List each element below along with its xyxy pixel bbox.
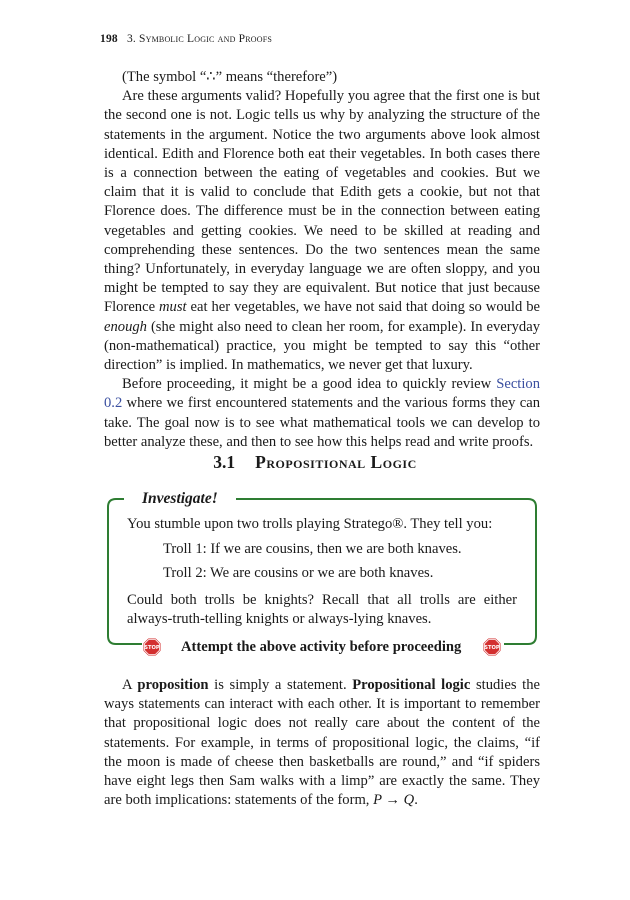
investigate-intro: You stumble upon two trolls playing Stratego®. They tell you:: [127, 516, 493, 532]
stop-sign-icon: [483, 638, 501, 656]
emphasis-enough: enough: [104, 318, 147, 335]
stop-sign-icon: [143, 638, 161, 656]
body-text: [104, 676, 540, 810]
troll-2-statement: Troll 2: We are cousins or we are both knaves.: [163, 565, 434, 581]
paragraph-validity: Are these arguments valid? Hopefully you agree that the first one is but the second one is not. Logic tells us why by analyzing the structure of the statements in the argument. Notice the two arguments above look almost identical. Edith and Florence both eat their vegetables. In both cases there is a connection between the eating of vegetables and cookies. But we claim that it is valid to conclude that Edith gets a cookie, but not that Florence does. The difference must be in the connection between eating vegetables and getting cookies. We need to be skilled at reading and comprehending these sentences. Do the two sentences mean the same thing? Unfortunately, in everyday language we are often sloppy, and you might be tempted to say they are equivalent. But notice that just because Florence must eat her vegetables, we have not said that doing so would be enough (she might also need to clean her room, for example). In everyday (non-mathematical) practice, you might be tempted to say this “other direction” is implied. In mathematics, we never get that luxury.: [104, 88, 540, 374]
svg-text:STOP: STOP: [484, 645, 500, 652]
term-proposition: proposition: [137, 677, 209, 693]
therefore-note: (The symbol “∴” means “therefore”): [122, 69, 338, 85]
stop-row: [143, 638, 501, 660]
page-number: 198: [100, 33, 118, 45]
chapter-title: 3. Symbolic Logic and Proofs: [126, 33, 273, 45]
troll-1-statement: Troll 1: If we are cousins, then we are both knaves.: [163, 541, 462, 557]
emphasis-must: must: [159, 299, 187, 316]
running-header: [100, 33, 272, 45]
section-heading: [0, 452, 630, 473]
section-number: 3.1: [213, 452, 236, 472]
section-title: Propositional Logic: [255, 452, 417, 472]
paragraph-proposition: A proposition is simply a statement. Propositional logic studies the ways statements can interact with each other. It is important to remember that propositional logic does not really care about the content of the statements. For example, in terms of propositional logic, the claims, “if the moon is made of cheese then basketballs are round,” and “if spiders have eight legs then Sam walks with a limp” are exactly the same. They are both implications: statements of the form, P → Q.: [104, 677, 540, 809]
paragraph-review: Before proceeding, it might be a good idea to quickly review Section 0.2 where we first encountered statements and the various forms they can take. The goal now is to see what mathematical tools we can develop to better analyze these, and then to see how this helps read and write proofs.: [104, 376, 540, 450]
svg-text:STOP: STOP: [144, 645, 160, 652]
investigate-question: Could both trolls be knights? Recall that all trolls are either always-truth-telling knights or always-lying knaves.: [127, 592, 517, 628]
section-link[interactable]: Section 0.2: [104, 376, 540, 412]
implication-formula: P → Q: [373, 792, 415, 809]
intro-text: [104, 68, 540, 452]
stop-instruction: Attempt the above activity before proceeding: [181, 639, 462, 655]
term-propositional-logic: Propositional logic: [352, 677, 471, 693]
investigate-title: Investigate!: [136, 490, 224, 508]
